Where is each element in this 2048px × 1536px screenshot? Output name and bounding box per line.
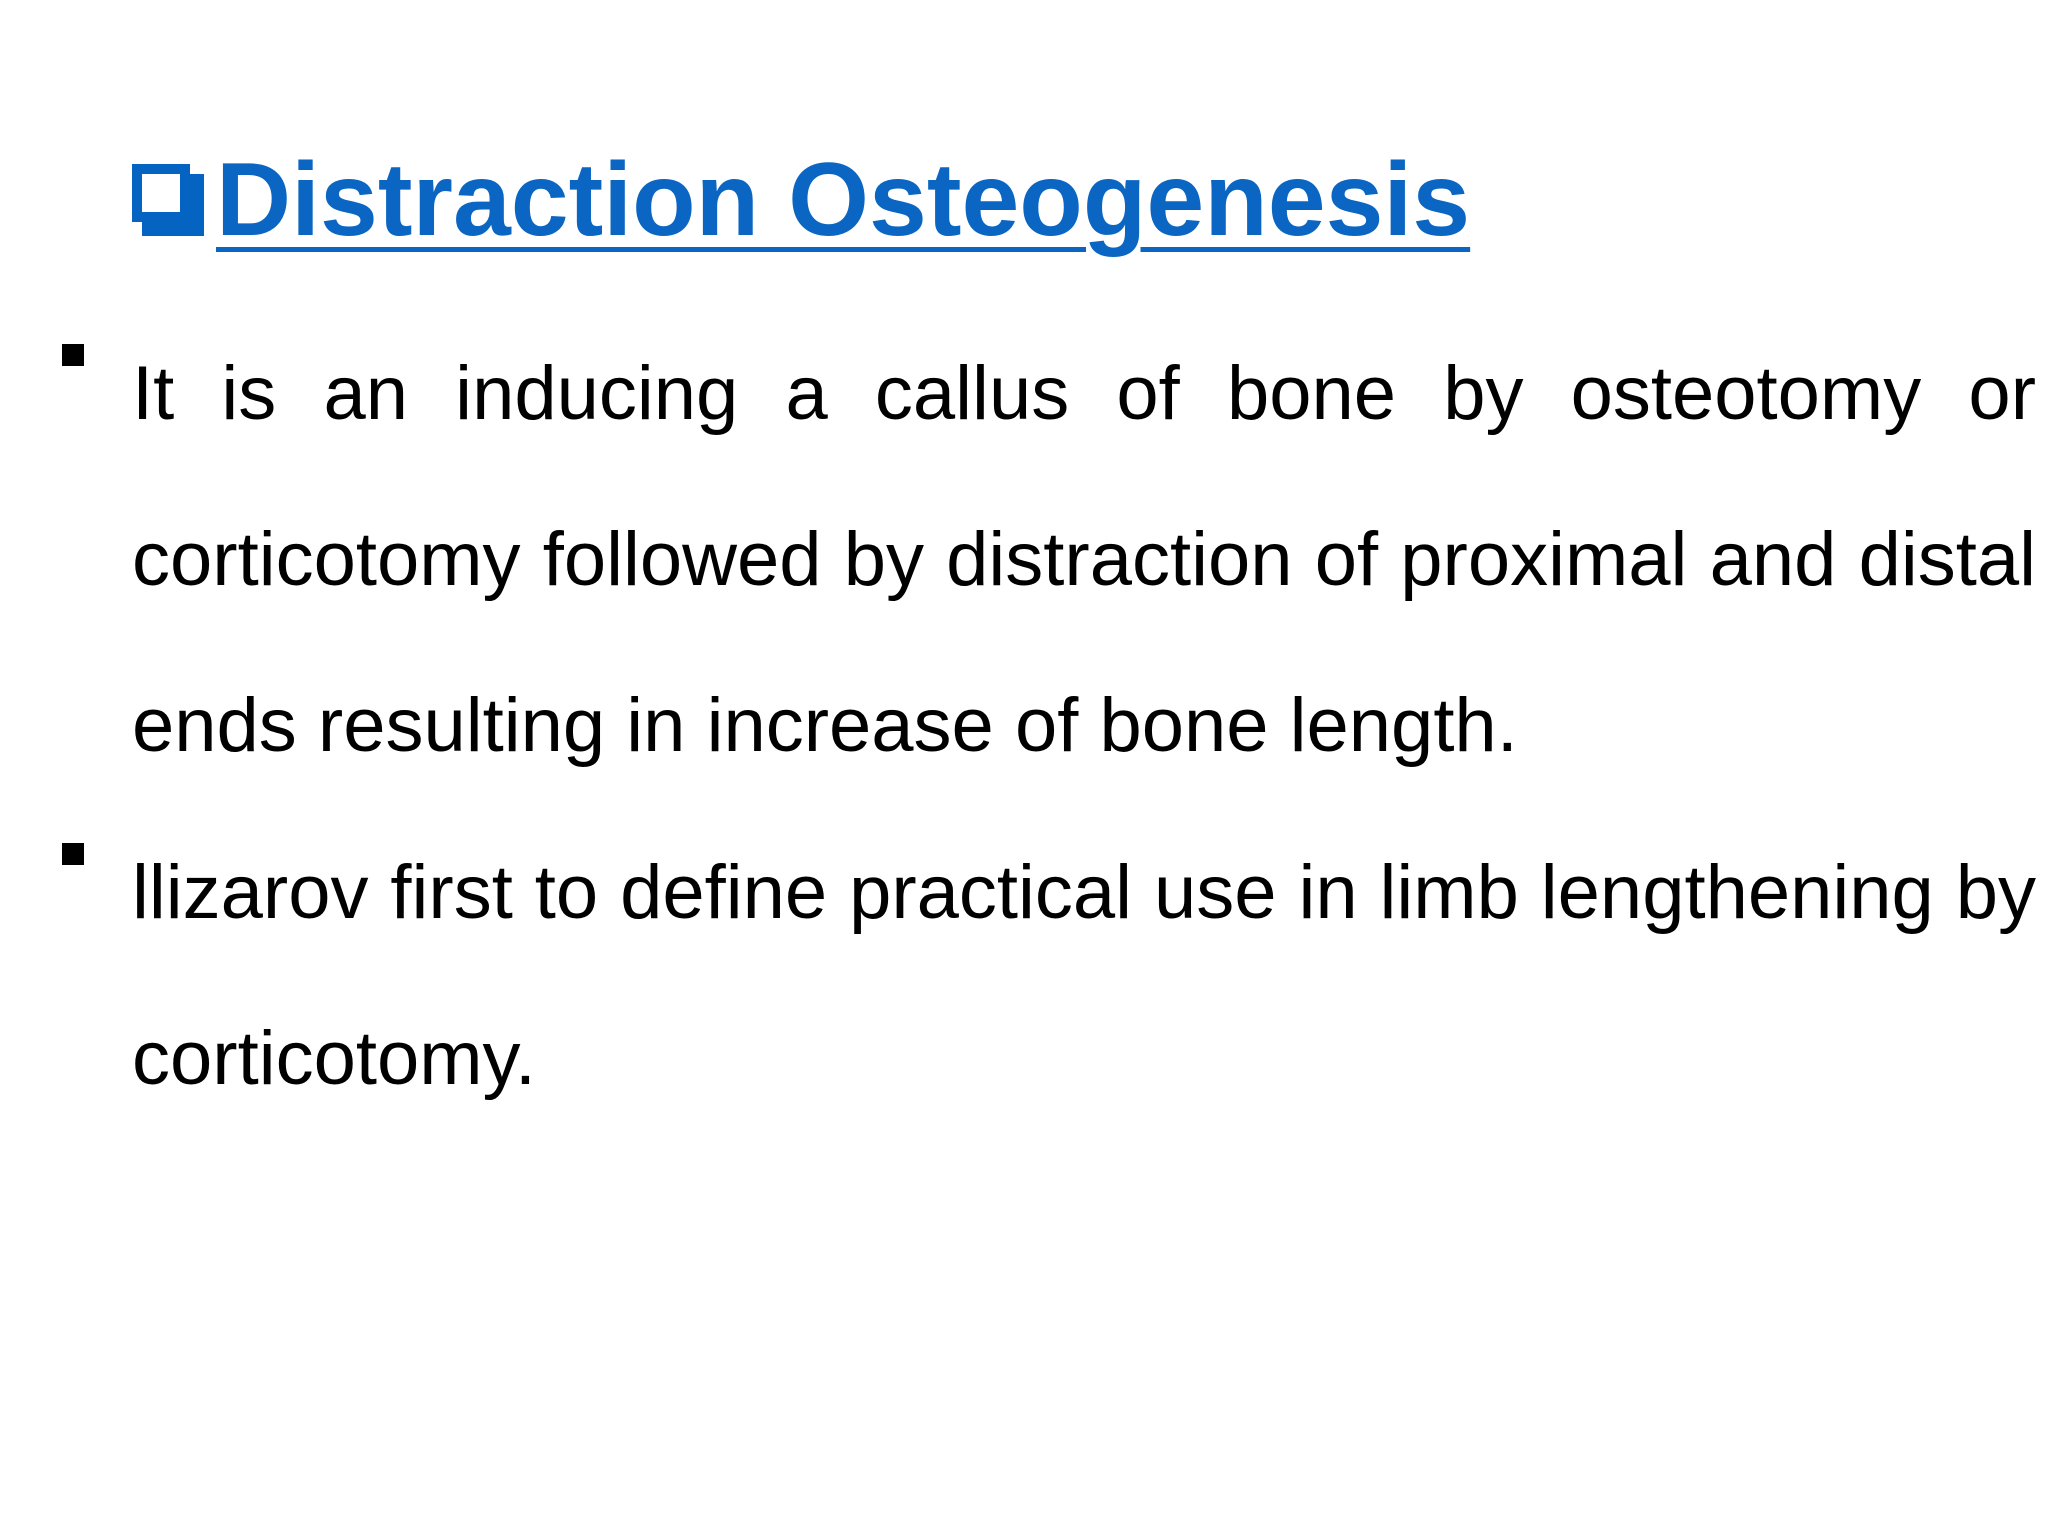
square-bullet-icon bbox=[62, 843, 84, 865]
bullet-list bbox=[56, 351, 2036, 1187]
checkbox-square-outline bbox=[132, 164, 190, 222]
bullet-item bbox=[56, 810, 2036, 1142]
bullet-text: It is an inducing a callus of bone by osteotomy or corticotomy followed by distraction of proximal and distal ends resulting in increase of bone length. bbox=[132, 351, 2036, 768]
checkbox-square-icon bbox=[132, 164, 206, 242]
title-row bbox=[132, 130, 1470, 270]
bullet-item bbox=[56, 311, 2036, 809]
checkbox-square-shadow-right bbox=[190, 174, 204, 236]
bullet-text: llizarov first to define practical use in limb lengthening by corticotomy. bbox=[132, 850, 2036, 1101]
slide-title: Distraction Osteogenesis bbox=[216, 142, 1471, 258]
square-bullet-icon bbox=[62, 344, 84, 366]
